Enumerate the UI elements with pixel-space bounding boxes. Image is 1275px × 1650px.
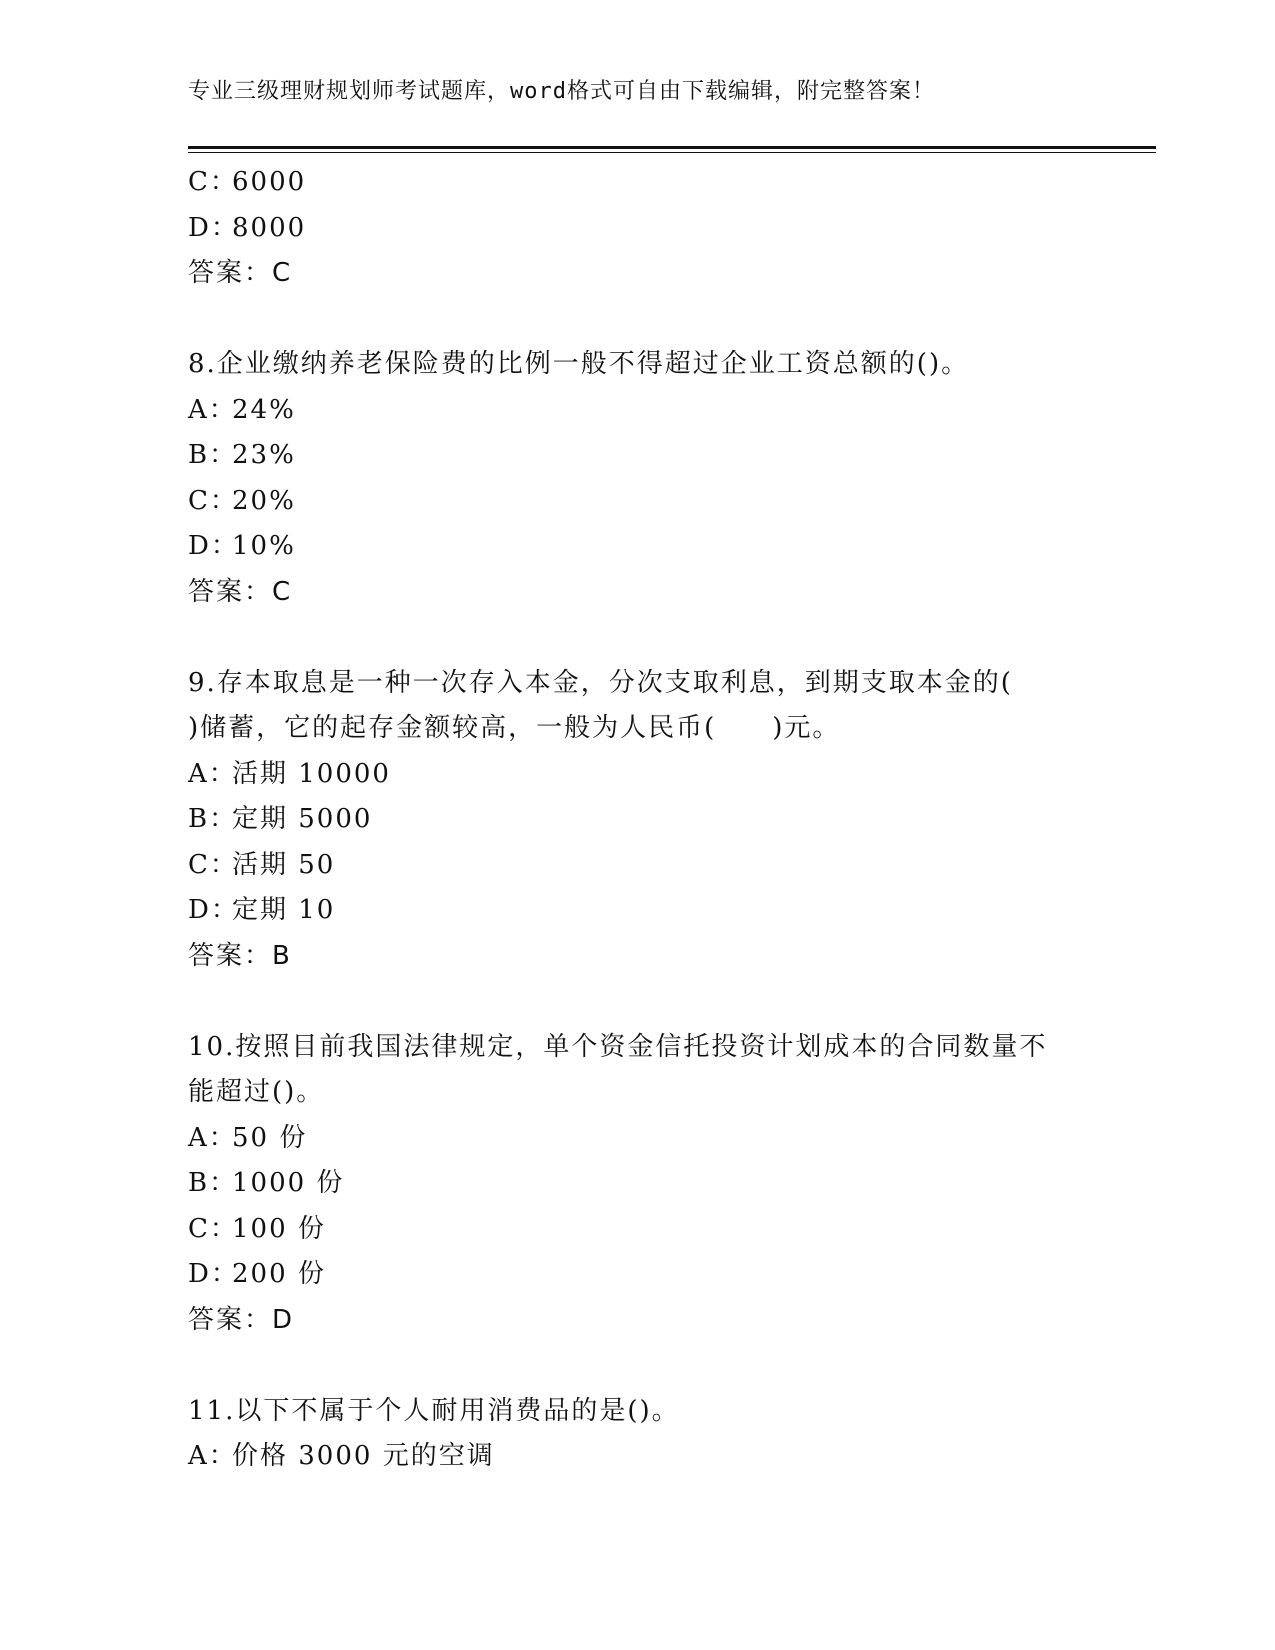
page-header: 专业三级理财规划师考试题库，word格式可自由下载编辑，附完整答案！ (188, 79, 935, 104)
spacer (188, 297, 1088, 343)
option-a: A：价格 3000 元的空调 (188, 1441, 495, 1471)
question-11 (188, 1389, 1088, 1480)
spacer (188, 615, 1088, 661)
header-rule-thin (188, 152, 1156, 153)
option-b: B：定期 5000 (188, 804, 373, 834)
answer-line: 答案：D (188, 1304, 295, 1335)
question-7-tail (188, 160, 1088, 297)
question-stem-continued: 能超过()。 (188, 1077, 325, 1107)
option-c: C：20% (188, 485, 296, 516)
question-9 (188, 661, 1088, 980)
option-a: A：50 份 (188, 1122, 308, 1153)
answer-line: 答案：C (188, 576, 293, 607)
question-stem: 9.存本取息是一种一次存入本金，分次支取利息，到期支取本金的( (188, 667, 1013, 698)
question-8 (188, 342, 1088, 615)
option-d: D：8000 (188, 212, 307, 243)
spacer (188, 979, 1088, 1025)
option-a: A：活期 10000 (188, 758, 391, 789)
question-stem-continued: )储蓄，它的起存金额较高，一般为人民币( )元。 (188, 713, 841, 743)
option-a: A：24% (188, 394, 296, 425)
option-d: D：定期 10 (188, 895, 336, 925)
option-c: C：活期 50 (188, 849, 336, 880)
question-stem: 8.企业缴纳养老保险费的比例一般不得超过企业工资总额的()。 (188, 349, 970, 379)
spacer (188, 1343, 1088, 1389)
option-c: C：6000 (188, 167, 307, 197)
option-d: D：200 份 (188, 1259, 326, 1289)
answer-line: 答案：C (188, 258, 293, 288)
option-b: B：23% (188, 440, 296, 470)
question-stem: 10.按照目前我国法律规定，单个资金信托投资计划成本的合同数量不 (188, 1031, 1048, 1062)
answer-line: 答案：B (188, 940, 292, 971)
question-10 (188, 1025, 1088, 1344)
option-c: C：100 份 (188, 1213, 326, 1244)
option-d: D：10% (188, 531, 296, 561)
option-b: B：1000 份 (188, 1168, 345, 1198)
document-body (188, 160, 1088, 1480)
question-stem: 11.以下不属于个人耐用消费品的是()。 (188, 1395, 680, 1426)
header-rule-thick (188, 146, 1156, 149)
